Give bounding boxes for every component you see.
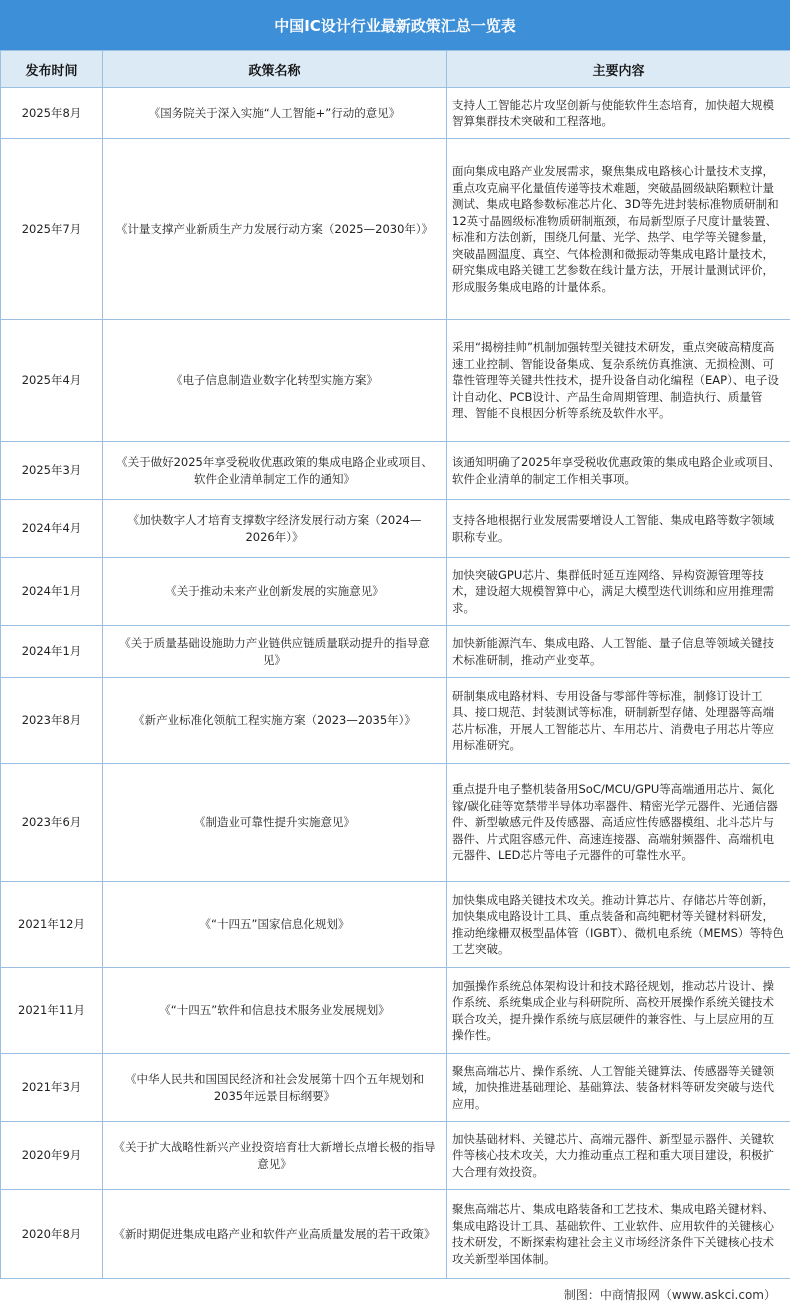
source-credit: 制图：中商情报网（www.askci.com）	[563, 1287, 776, 1302]
row-date: 2021年3月	[1, 1054, 103, 1122]
row-date: 2020年8月	[1, 1190, 103, 1279]
table-row	[1, 882, 790, 968]
row-policy-name: 《国务院关于深入实施“人工智能+”行动的意见》	[103, 88, 447, 139]
row-date: 2024年1月	[1, 626, 103, 678]
header-content: 主要内容	[447, 51, 790, 88]
row-content: 采用“揭榜挂帅”机制加强转型关键技术研发，重点突破高精度高速工业控制、智能设备集成、复杂系统仿真推演、无损检测、可靠性管理等关键共性技术，提升设备自动化编程（EAP）、电子设计自动化、PCB设计、产品生命周期管理、制造执行、质量管理、智能不良根因分析等系统及软件水平。	[447, 320, 790, 442]
row-content: 聚焦高端芯片、操作系统、人工智能关键算法、传感器等关键领域，加快推进基础理论、基础算法、装备材料等研发突破与迭代应用。	[447, 1054, 790, 1122]
row-policy-name: 《新时期促进集成电路产业和软件产业高质量发展的若干政策》	[103, 1190, 447, 1279]
row-policy-name: 《新产业标准化领航工程实施方案（2023—2035年）》	[103, 678, 447, 764]
table-row	[1, 626, 790, 678]
table-row	[1, 320, 790, 442]
row-policy-name: 《关于做好2025年享受税收优惠政策的集成电路企业或项目、软件企业清单制定工作的通知》	[103, 442, 447, 500]
page-title: 中国IC设计行业最新政策汇总一览表	[0, 0, 790, 50]
policy-table	[0, 50, 790, 1279]
table-row	[1, 139, 790, 320]
row-content: 加快新能源汽车、集成电路、人工智能、量子信息等领域关键技术标准研制，推动产业变革。	[447, 626, 790, 678]
row-policy-name: 《“十四五”国家信息化规划》	[103, 882, 447, 968]
row-content: 面向集成电路产业发展需求，聚焦集成电路核心计量技术支撑，重点攻克扁平化量值传递等技术难题，突破晶圆级缺陷颗粒计量测试、集成电路参数标准芯片化、3D等先进封装标准物质研制和12英寸晶圆级标准物质研制瓶颈，布局新型原子尺度计量装置、标准和方法创新，围绕几何量、光学、热学、电学等关键参量，突破晶圆温度、真空、气体检测和微振动等集成电路计量技术，研究集成电路关键工艺参数在线计量方法，开展计量测试评价，形成服务集成电路的计量体系。	[447, 139, 790, 320]
row-date: 2024年4月	[1, 500, 103, 558]
header-name: 政策名称	[103, 51, 447, 88]
row-date: 2023年8月	[1, 678, 103, 764]
row-date: 2025年7月	[1, 139, 103, 320]
row-content: 加快集成电路关键技术攻关。推动计算芯片、存储芯片等创新，加快集成电路设计工具、重点装备和高纯靶材等关键材料研发，推动绝缘栅双极型晶体管（IGBT）、微机电系统（MEMS）等特色工艺突破。	[447, 882, 790, 968]
table-row	[1, 968, 790, 1054]
row-content: 加快突破GPU芯片、集群低时延互连网络、异构资源管理等技术，建设超大规模智算中心，满足大模型迭代训练和应用推理需求。	[447, 558, 790, 626]
table-row	[1, 558, 790, 626]
table-row	[1, 1054, 790, 1122]
row-policy-name: 《中华人民共和国国民经济和社会发展第十四个五年规划和2035年远景目标纲要》	[103, 1054, 447, 1122]
table-row	[1, 1190, 790, 1279]
row-date: 2024年1月	[1, 558, 103, 626]
row-date: 2025年3月	[1, 442, 103, 500]
table-row	[1, 442, 790, 500]
table-row	[1, 764, 790, 882]
row-date: 2025年4月	[1, 320, 103, 442]
row-content: 支持人工智能芯片攻坚创新与使能软件生态培育，加快超大规模智算集群技术突破和工程落地。	[447, 88, 790, 139]
table-header-row	[1, 51, 790, 88]
row-policy-name: 《电子信息制造业数字化转型实施方案》	[103, 320, 447, 442]
row-content: 聚焦高端芯片、集成电路装备和工艺技术、集成电路关键材料、集成电路设计工具、基础软件、工业软件、应用软件的关键核心技术研发，不断探索构建社会主义市场经济条件下关键核心技术攻关新型举国体制。	[447, 1190, 790, 1279]
table-row	[1, 500, 790, 558]
row-date: 2021年12月	[1, 882, 103, 968]
row-policy-name: 《关于扩大战略性新兴产业投资培育壮大新增长点增长极的指导意见》	[103, 1122, 447, 1190]
row-policy-name: 《关于推动未来产业创新发展的实施意见》	[103, 558, 447, 626]
row-policy-name: 《关于质量基础设施助力产业链供应链质量联动提升的指导意见》	[103, 626, 447, 678]
row-content: 研制集成电路材料、专用设备与零部件等标准，制修订设计工具、接口规范、封装测试等标准，研制新型存储、处理器等高端芯片标准，开展人工智能芯片、车用芯片、消费电子用芯片等应用标准研究。	[447, 678, 790, 764]
row-content: 支持各地根据行业发展需要增设人工智能、集成电路等数字领域职称专业。	[447, 500, 790, 558]
header-date: 发布时间	[1, 51, 103, 88]
row-policy-name: 《“十四五”软件和信息技术服务业发展规划》	[103, 968, 447, 1054]
row-date: 2025年8月	[1, 88, 103, 139]
row-policy-name: 《制造业可靠性提升实施意见》	[103, 764, 447, 882]
row-date: 2023年6月	[1, 764, 103, 882]
table-row	[1, 88, 790, 139]
row-policy-name: 《加快数字人才培育支撑数字经济发展行动方案（2024—2026年）》	[103, 500, 447, 558]
row-content: 加强操作系统总体架构设计和技术路径规划，推动芯片设计、操作系统、系统集成企业与科研院所、高校开展操作系统关键技术联合攻关，提升操作系统与底层硬件的兼容性、与上层应用的互操作性。	[447, 968, 790, 1054]
table-row	[1, 678, 790, 764]
row-date: 2021年11月	[1, 968, 103, 1054]
table-row	[1, 1122, 790, 1190]
row-date: 2020年9月	[1, 1122, 103, 1190]
row-policy-name: 《计量支撑产业新质生产力发展行动方案（2025—2030年）》	[103, 139, 447, 320]
row-content: 加快基础材料、关键芯片、高端元器件、新型显示器件、关键软件等核心技术攻关，大力推动重点工程和重大项目建设，积极扩大合理有效投资。	[447, 1122, 790, 1190]
row-content: 该通知明确了2025年享受税收优惠政策的集成电路企业或项目、软件企业清单的制定工作相关事项。	[447, 442, 790, 500]
row-content: 重点提升电子整机装备用SoC/MCU/GPU等高端通用芯片、氮化镓/碳化硅等宽禁带半导体功率器件、精密光学元器件、光通信器件、新型敏感元件及传感器、高适应性传感器模组、北斗芯片与器件、片式阻容感元件、高速连接器、高端射频器件、高端机电元器件、LED芯片等电子元器件的可靠性水平。	[447, 764, 790, 882]
